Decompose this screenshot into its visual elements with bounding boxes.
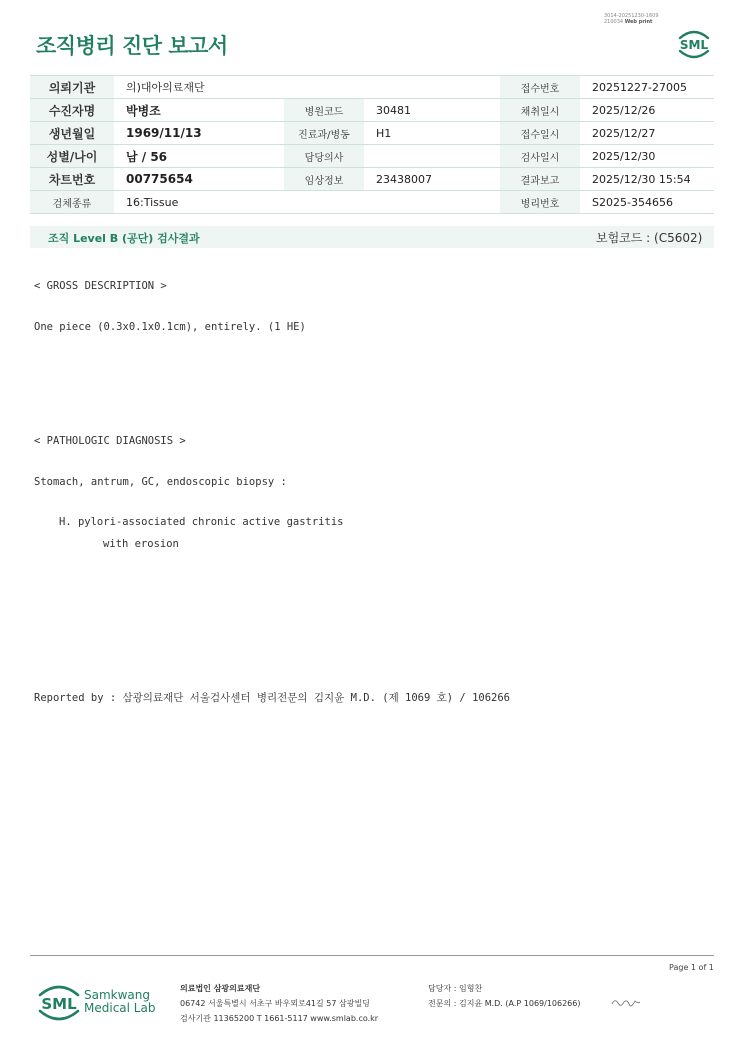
footer-staff-info bbox=[428, 981, 580, 1011]
print-mode: Web print bbox=[624, 19, 653, 25]
diagnosis-line-2: with erosion bbox=[103, 538, 179, 550]
sml-logo-icon bbox=[674, 26, 714, 62]
receipt-date-value: 2025/12/27 bbox=[580, 122, 714, 145]
footer-brand bbox=[84, 989, 155, 1015]
test-date-label: 검사일시 bbox=[500, 145, 580, 168]
report-date-label: 결과보고 bbox=[500, 168, 580, 191]
name-label: 수진자명 bbox=[30, 99, 114, 122]
print-id-line1: 3014-20251230-1609 bbox=[604, 13, 659, 19]
doctor-label: 담당의사 bbox=[284, 145, 364, 168]
org-contact: 검사기관 11365200 T 1661-5117 www.smlab.co.kr bbox=[180, 1014, 379, 1023]
specialist-label: 전문의 : bbox=[428, 999, 457, 1008]
path-no-label: 병리번호 bbox=[500, 191, 580, 214]
doctor-value bbox=[364, 145, 500, 168]
report-title: 조직병리 진단 보고서 bbox=[36, 34, 228, 58]
table-row bbox=[30, 99, 714, 122]
table-row bbox=[30, 145, 714, 168]
footer-divider bbox=[30, 955, 714, 956]
birth-value: 1969/11/13 bbox=[114, 122, 284, 145]
chart-label: 차트번호 bbox=[30, 168, 114, 191]
name-value: 박병조 bbox=[114, 99, 284, 122]
staff-name: 임형찬 bbox=[458, 984, 483, 993]
collect-date-value: 2025/12/26 bbox=[580, 99, 714, 122]
report-date-value: 2025/12/30 15:54 bbox=[580, 168, 714, 191]
insurance-code: 보험코드 : (C5602) bbox=[596, 231, 703, 245]
result-section-title: 조직 Level B (공단) 검사결과 bbox=[48, 232, 200, 245]
clinical-value: 23438007 bbox=[364, 168, 500, 191]
sex-age-value: 남 / 56 bbox=[114, 145, 284, 168]
table-row bbox=[30, 168, 714, 191]
diagnosis-line-1: H. pylori-associated chronic active gastritis bbox=[59, 516, 344, 528]
collect-date-label: 채취일시 bbox=[500, 99, 580, 122]
dept-value: H1 bbox=[364, 122, 500, 145]
client-value: 의)대아의료재단 bbox=[114, 76, 500, 99]
print-identifier bbox=[604, 13, 659, 25]
specimen-value: 16:Tissue bbox=[114, 191, 500, 214]
table-row bbox=[30, 191, 714, 214]
reported-by: Reported by : 삼광의료재단 서울검사센터 병리전문의 김지윤 M.D. (제 1069 호) / 106266 bbox=[34, 692, 511, 704]
dept-label: 진료과/병동 bbox=[284, 122, 364, 145]
signature-icon bbox=[610, 995, 642, 1009]
birth-label: 생년월일 bbox=[30, 122, 114, 145]
page-number: Page 1 of 1 bbox=[669, 963, 714, 972]
sex-age-label: 성별/나이 bbox=[30, 145, 114, 168]
receipt-no-label: 접수번호 bbox=[500, 76, 580, 99]
path-no-value: S2025-354656 bbox=[580, 191, 714, 214]
table-row bbox=[30, 76, 714, 99]
specialist-name: 김지윤 M.D. (A.P 1069/106266) bbox=[458, 999, 581, 1008]
footer-logo-text: SML bbox=[41, 995, 77, 1013]
brand-line-1: Samkwang bbox=[84, 988, 150, 1002]
gross-text: One piece (0.3x0.1x0.1cm), entirely. (1 HE) bbox=[34, 321, 306, 333]
staff-label: 담당자 : bbox=[428, 984, 457, 993]
client-label: 의뢰기관 bbox=[30, 76, 114, 99]
print-id-line2: 210034 bbox=[604, 19, 624, 25]
patient-info-table bbox=[30, 75, 714, 214]
diagnosis-site: Stomach, antrum, GC, endoscopic biopsy : bbox=[34, 476, 287, 488]
org-name: 의료법인 삼광의료재단 bbox=[180, 984, 261, 993]
diagnosis-heading: < PATHOLOGIC DIAGNOSIS > bbox=[34, 435, 186, 447]
receipt-no-value: 20251227-27005 bbox=[580, 76, 714, 99]
brand-line-2: Medical Lab bbox=[84, 1001, 156, 1015]
hospital-code-label: 병원코드 bbox=[284, 99, 364, 122]
org-address: 06742 서울특별시 서초구 바우뫼로41길 57 삼광빌딩 bbox=[180, 999, 370, 1008]
clinical-label: 임상정보 bbox=[284, 168, 364, 191]
footer-org-info bbox=[180, 981, 378, 1026]
specimen-label: 검체종류 bbox=[30, 191, 114, 214]
logo-text: SML bbox=[679, 38, 709, 52]
gross-heading: < GROSS DESCRIPTION > bbox=[34, 280, 167, 292]
samkwang-logo-icon bbox=[36, 980, 82, 1026]
hospital-code-value: 30481 bbox=[364, 99, 500, 122]
chart-value: 00775654 bbox=[114, 168, 284, 191]
receipt-date-label: 접수일시 bbox=[500, 122, 580, 145]
table-row bbox=[30, 122, 714, 145]
test-date-value: 2025/12/30 bbox=[580, 145, 714, 168]
